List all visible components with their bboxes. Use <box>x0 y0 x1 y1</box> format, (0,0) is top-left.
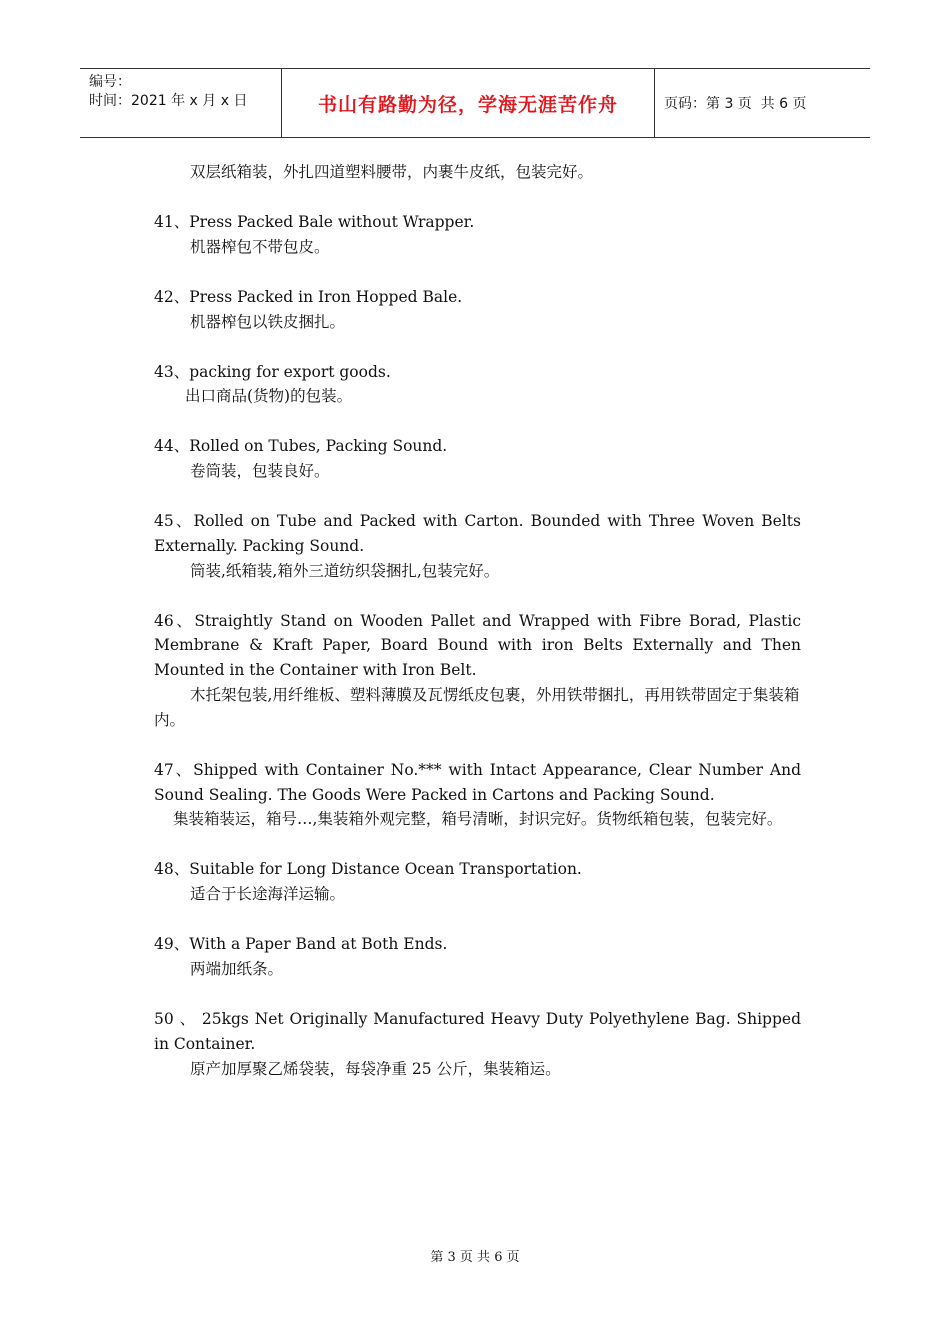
date-label: 时间：2021 年 x 月 x 日 <box>89 93 248 109</box>
serial-number-label: 编号： <box>89 74 131 90</box>
item-40-translation: 双层纸箱装，外扎四道塑料腰带，内裹牛皮纸，包装完好。 <box>190 163 594 181</box>
item-50-translation: 原产加厚聚乙烯袋装，每袋净重 25 公斤，集装箱运。 <box>190 1059 561 1078</box>
page-footer-number: 第 3 页 共 6 页 <box>430 1250 520 1265</box>
item-42-english: 42、Press Packed in Iron Hopped Bale. <box>154 287 463 306</box>
item-48-english: 48、Suitable for Long Distance Ocean Transportation. <box>154 860 582 879</box>
header-meta <box>80 69 281 137</box>
item-47-english: 47、Shipped with Container No.*** with Intact Appearance, Clear Number And Sound Sealing. The Goods Were Packed in Cartons and Packing Sound. <box>154 760 801 804</box>
item-43-translation: 出口商品(货物)的包装。 <box>185 387 353 406</box>
item-46-translation: 木托架包装,用纤维板、塑料薄膜及瓦愣纸皮包裹，外用铁带捆扎，再用铁带固定于集装箱内。 <box>154 686 800 729</box>
item-43-english: 43、packing for export goods. <box>154 362 391 381</box>
item-41-english: 41、Press Packed Bale without Wrapper. <box>154 212 475 231</box>
item-45-english: 45、Rolled on Tube and Packed with Carton. Bounded with Three Woven Belts Externally. Packing Sound. <box>154 512 801 555</box>
item-49-translation: 两端加纸条。 <box>190 960 284 979</box>
item-44-english: 44、Rolled on Tubes, Packing Sound. <box>154 437 448 456</box>
document-body <box>154 160 801 1081</box>
page-header <box>80 68 870 138</box>
header-page-number: 页码：第 3 页 共 6 页 <box>664 96 807 112</box>
item-45-translation: 筒装,纸箱装,箱外三道纺织袋捆扎,包装完好。 <box>190 561 500 580</box>
item-48-translation: 适合于长途海洋运输。 <box>190 885 346 904</box>
item-44-translation: 卷筒装，包装良好。 <box>190 462 330 481</box>
item-50-english: 50 、 25kgs Net Originally Manufactured Heavy Duty Polyethylene Bag. Shipped in Container. <box>154 1010 801 1053</box>
item-42-translation: 机器榨包以铁皮捆扎。 <box>190 312 346 331</box>
item-47-translation: 集装箱装运，箱号…,集装箱外观完整，箱号清晰，封识完好。货物纸箱包装，包装完好。 <box>173 810 783 829</box>
item-41-translation: 机器榨包不带包皮。 <box>190 237 330 256</box>
header-motto: 书山有路勤为径，学海无涯苦作舟 <box>281 69 655 137</box>
item-49-english: 49、With a Paper Band at Both Ends. <box>154 935 448 954</box>
item-46-english: 46、Straightly Stand on Wooden Pallet and Wrapped with Fibre Borad, Plastic Membrane & Kraft Paper, Board Bound with iron Belts Externally and Then Mounted in the Container with Iron Belt. <box>154 611 801 680</box>
